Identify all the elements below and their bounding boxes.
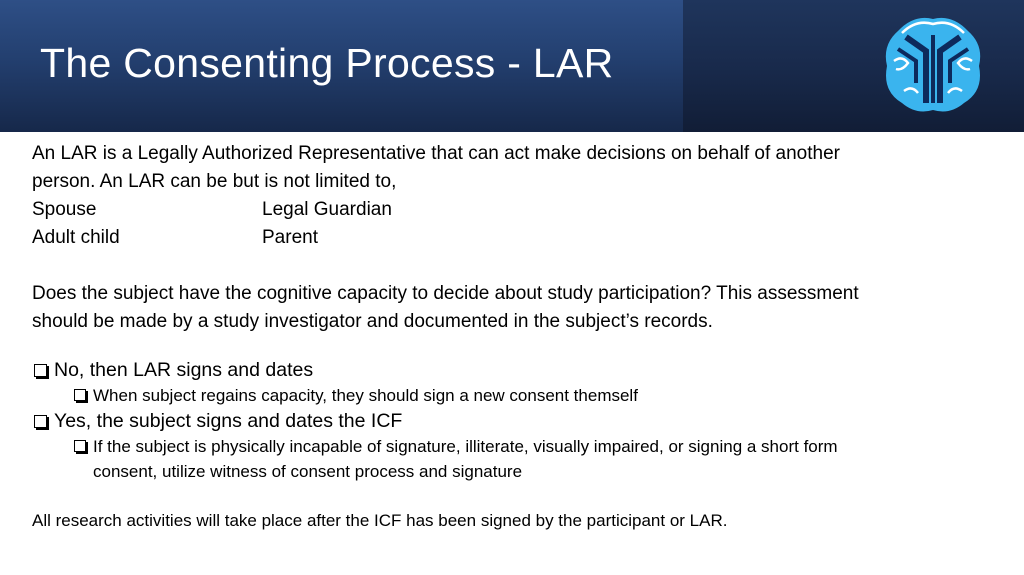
lar-type-spouse: Spouse — [32, 199, 97, 220]
lar-types-row — [32, 224, 992, 252]
sub-bullet-witness — [72, 434, 992, 484]
brain-logo-icon — [880, 11, 986, 117]
lar-type-adult-child: Adult child — [32, 227, 120, 248]
checkbox-bullet-icon — [34, 415, 47, 428]
checkbox-bullet-icon — [34, 364, 47, 377]
header-band — [0, 0, 1024, 132]
checkbox-bullet-icon — [74, 389, 86, 401]
sub-bullet-regain-text: When subject regains capacity, they should sign a new consent themself — [93, 386, 638, 405]
bullet-no — [32, 357, 992, 383]
lar-type-parent: Parent — [262, 227, 318, 248]
bullet-yes-text: Yes, the subject signs and dates the ICF — [54, 410, 403, 432]
slide-body — [32, 140, 992, 533]
lar-types-row — [32, 196, 992, 224]
intro-text-line2: person. An LAR can be but is not limited to, — [32, 171, 397, 192]
lar-type-legal-guardian: Legal Guardian — [262, 199, 392, 220]
sub-bullet-witness-line2: consent, utilize witness of consent process and signature — [93, 462, 523, 481]
footer-note: All research activities will take place after the ICF has been signed by the participant or LAR. — [32, 511, 728, 530]
question-text-line1: Does the subject have the cognitive capacity to decide about study participation? This assessment — [32, 283, 859, 304]
bullet-no-text: No, then LAR signs and dates — [54, 359, 314, 381]
slide-title: The Consenting Process - LAR — [40, 40, 614, 86]
sub-bullet-witness-line1: If the subject is physically incapable of signature, illiterate, visually impaired, or signing a short form — [93, 437, 838, 456]
intro-text-line1: An LAR is a Legally Authorized Representative that can act make decisions on behalf of another — [32, 143, 840, 164]
bullet-yes — [32, 408, 992, 434]
question-text-line2: should be made by a study investigator and documented in the subject’s records. — [32, 311, 713, 332]
sub-bullet-regain-capacity — [72, 383, 992, 408]
checkbox-bullet-icon — [74, 440, 86, 452]
